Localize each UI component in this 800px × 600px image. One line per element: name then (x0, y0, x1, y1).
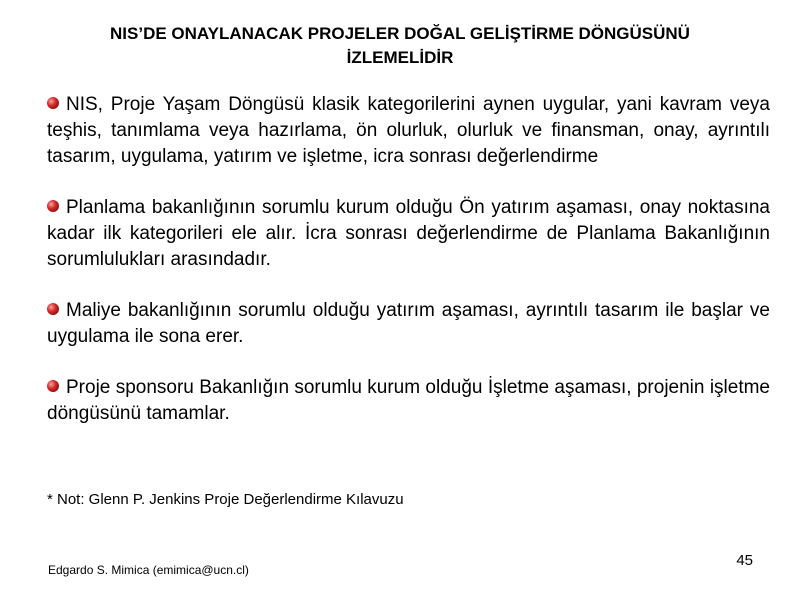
red-sphere-bullet-icon (47, 200, 59, 212)
slide-title-line-1: NIS’DE ONAYLANACAK PROJELER DOĞAL GELİŞTİRME DÖNGÜSÜNÜ (110, 24, 690, 43)
bullet-text-1: NIS, Proje Yaşam Döngüsü klasik kategorilerini aynen uygular, yani kavram veya teşhis, tanımlama veya hazırlama, ön olurluk, olurluk ve finansman, onay, ayrıntılı tasarım, uygulama, yatırım ve işletme, icra sonrası değerlendirme (47, 94, 770, 167)
slide-title-line-2: İZLEMELİDİR (346, 48, 454, 67)
source-note: * Not: Glenn P. Jenkins Proje Değerlendirme Kılavuzu (47, 491, 404, 508)
bullet-item-3 (47, 298, 770, 350)
bullet-text-4: Proje sponsoru Bakanlığın sorumlu kurum olduğu İşletme aşaması, projenin işletme döngüsünü tamamlar. (47, 377, 770, 424)
bullet-item-2 (47, 195, 770, 273)
bullet-text-3: Maliye bakanlığının sorumlu olduğu yatırım aşaması, ayrıntılı tasarım ile başlar ve uygulama ile sona erer. (47, 300, 770, 347)
bullet-item-4 (47, 375, 770, 427)
bullet-list (47, 92, 770, 452)
bullet-item-1 (47, 92, 770, 170)
red-sphere-bullet-icon (47, 303, 59, 315)
author-footer: Edgardo S. Mimica (emimica@ucn.cl) (48, 563, 249, 577)
page-number: 45 (736, 552, 753, 569)
red-sphere-bullet-icon (47, 380, 59, 392)
red-sphere-bullet-icon (47, 97, 59, 109)
bullet-text-2: Planlama bakanlığının sorumlu kurum olduğu Ön yatırım aşaması, onay noktasına kadar ilk kategorileri ele alır. İcra sonrası değerlendirme de Planlama Bakanlığının sorumlulukları arasındadır. (47, 197, 770, 270)
slide-title (40, 22, 760, 70)
